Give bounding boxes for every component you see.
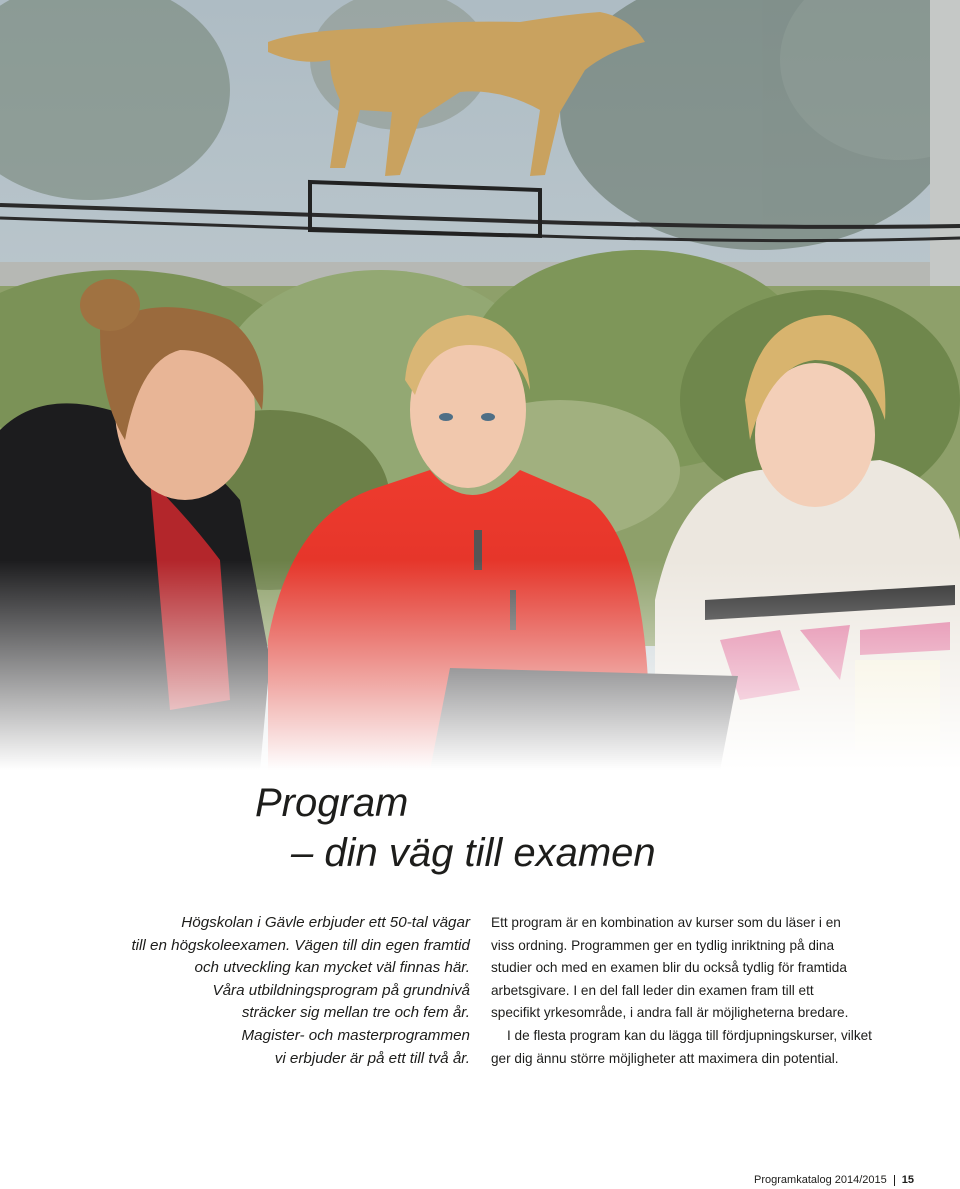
intro-line: vi erbjuder är på ett till två år. <box>274 1049 470 1067</box>
body-line: specifikt yrkesområde, i andra fall är möjligheterna bredare. <box>491 1005 849 1021</box>
intro-text <box>80 912 470 1070</box>
body-line: arbetsgivare. I en del fall leder din examen fram till ett <box>491 982 814 998</box>
intro-line: och utveckling kan mycket väl finnas här. <box>194 959 470 977</box>
intro-line: Våra utbildningsprogram på grundnivå <box>212 981 470 999</box>
body-text <box>491 912 911 1070</box>
intro-line: sträcker sig mellan tre och fem år. <box>241 1004 470 1022</box>
page-title <box>255 778 915 878</box>
footer-divider <box>894 1175 895 1186</box>
intro-line: Högskolan i Gävle erbjuder ett 50-tal vägar <box>181 914 470 931</box>
catalog-name: Programkatalog 2014/2015 <box>754 1174 887 1186</box>
title-line-2: – din väg till examen <box>291 831 656 875</box>
body-line: Ett program är en kombination av kurser som du läser i en <box>491 915 841 930</box>
body-line: studier och med en examen blir du också tydlig för framtida <box>491 960 847 976</box>
intro-line: till en högskoleexamen. Vägen till din egen framtid <box>131 936 470 954</box>
body-line: ger dig ännu större möjligheter att maximera din potential. <box>491 1050 839 1066</box>
title-line-1: Program <box>255 781 409 825</box>
page-footer <box>754 1174 914 1186</box>
page-number: 15 <box>901 1174 914 1186</box>
body-line: viss ordning. Programmen ger en tydlig inriktning på dina <box>491 937 835 953</box>
body-line: I de flesta program kan du lägga till fördjupningskurser, vilket <box>507 1027 872 1043</box>
intro-line: Magister- och masterprogrammen <box>241 1026 470 1044</box>
